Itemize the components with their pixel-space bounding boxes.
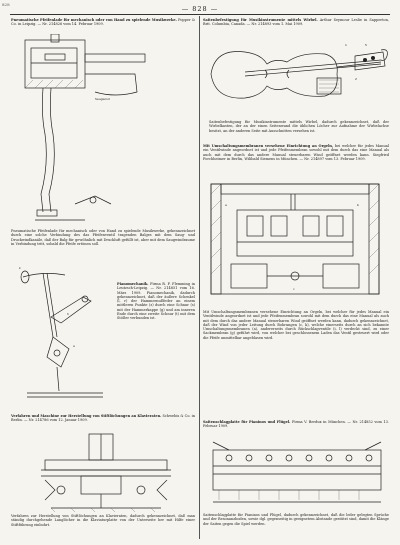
entry-text: bei welcher für jedes Manual ein Ventilwinde angeordnet ist und jede Pfeifenmembran sowohl mit dem durch das eine Manual als auch mit dem durch das andere Manual steuerbaren Wind geöffnet werden kann. Siegfried Forchheimer in Berlin, Wilibald Siemens in München. — Nr. 214897 vom 13. Februar 1909. (203, 144, 389, 161)
entry-text: Firma R. F. Flemming in Leutzsch-Leipzig. — Nr. 214851 vom 16. März 1909. Pianomechanik, dadurch gekennzeichnet, daß der äußere Schenkel (l, r) der Hammernußfeder an einem mittleren Punkte (z) durch eine Schnur (s) mit der Hammerkappe (g) und am inneren Ende durch eine zweite Schnur (t) mit dem Stößer verbunden ist. (117, 282, 195, 321)
patent-entry-saitenschlagplatte (203, 420, 389, 429)
patent-entry-saitenbefestigung (203, 18, 389, 27)
figure-violin (205, 34, 389, 118)
figure-pianomechanik (13, 257, 113, 399)
claim-text: Pneumatische Pfeifenlade für mechanisch oder von Hand zu spielende Musikwerke, gekennzeichnet durch eine solche Verbindung des das Pfeifenventil tragenden Balges mit dem Saug- und Druckwindkanäle, daß der Balg für gewöhnlich mit Druckluft gefüllt ist, aber mit dem Saugwindraume in Verbindung tritt, sobald die Pfeife ertönen soll. (11, 229, 195, 246)
corner-code: 828 (2, 2, 10, 7)
svg-text:a: a (73, 344, 75, 348)
claim-text: Mit Umschaltungsmembranen versehene Einrichtung an Orgeln, bei welcher für jedes Manual ein Ventilwinde angeordnet ist und jede Pfeifenmembran sowohl mit dem durch das eine Manual als auch mit dem durch das andere Manual steuerbaren Wind geöffnet werden kann, dadurch gekennzeichnet, daß der Wind von jeder Leitung durch Bohrungen (c, k), welche einerseits durch an sich bekannte Umschaltungsmembranen (a), andererseits durch Rückschlagventile (i, l) verdeckt sind, zu einer Sackmembran (g) geführt wird, von welcher bei geschlossenem Laden das Ventil gesteuert wird oder die Pfeife unmittelbar angeblasen wird. (203, 310, 389, 340)
page-number: — 828 — (181, 5, 219, 13)
patent-claim-orgel (203, 310, 389, 340)
svg-text:h: h (67, 312, 69, 316)
entry-heading: Pneumatische Pfeifenlade für mechanisch oder von Hand zu spielende Musikwerke. (11, 18, 177, 22)
patent-claim-saitenschlagplatte (203, 513, 389, 526)
svg-text:k: k (19, 266, 21, 270)
entry-heading: Saitenschlagplatte für Pianinos und Flügel. (203, 420, 291, 424)
patent-claim-saitenbefestigung (209, 120, 389, 133)
patent-entry-pianomechanik (117, 282, 195, 321)
entry-text: Schwebis & Co. in Berlin. — Nr. 214786 vom 12. Januar 1909. (11, 414, 195, 423)
claim-text: Saitenschlagplatte für Pianinos und Flügel, dadurch gekennzeichnet, daß die leder gelegten Sprüche und der Resonanzboden, sowie dgl. gegenseitig in geeignetem Abstande gestützt sind, damit die Klänge der Saiten gegen die Spiel werden. (203, 513, 389, 526)
svg-text:a: a (225, 203, 227, 207)
claim-text: Verfahren zur Herstellung von Stiftlöchungen an Klavieraten, dadurch gekennzeichnet, daß man ständig durchgehende Langlöcher in die Klaviaturplatte von der Unterseite her mit Hilfe einer Stiftführung einbohrt. (11, 514, 195, 527)
header-rule (10, 14, 390, 15)
claim-text: Saitenbefestigung für Musikinstrumente mittels Wirbel, dadurch gekennzeichnet, daß der Wirbelkasten, der an der einen Seitenwand die üblichen Löcher zur Aufnahme der Wirbelachse besitzt, an der anderen Seite mit Ausschnitten versehen ist. (209, 120, 389, 133)
patent-claim-stiftloechungen (11, 514, 195, 527)
figure-stiftloechungen (31, 430, 181, 512)
entry-heading: Verfahren und Maschine zur Herstellung von Stiftlöchungen an Klavieraten. (11, 414, 162, 418)
entry-heading: Mit Umschaltungsmembranen versehene Einrichtung an Orgeln, (203, 144, 334, 148)
svg-text:c: c (293, 287, 295, 291)
figure-pfeifenlade (15, 34, 185, 224)
entry-heading: Saitenbefestigung für Musikinstrumente mittels Wirbel. (203, 18, 318, 22)
svg-text:2: 2 (355, 77, 357, 81)
entry-text: Popper & Co. in Leipzig. — Nr. 214826 vom 14. Februar 1909. (11, 18, 195, 27)
entry-text: Firma V. Berdux in München. — Nr. 214852 vom 13. Februar 1909. (203, 420, 389, 429)
svg-text:5: 5 (365, 43, 367, 47)
patent-entry-stiftloechungen (11, 414, 195, 423)
patent-entry-pfeifenlade (11, 18, 195, 27)
figure-saitenschlagplatte (209, 436, 385, 510)
entry-text: Arthur Seymour Leslie in Sapperton, Brit. Columbia, Canada. — Nr. 214893 vom 1. Mai 1909. (203, 18, 389, 27)
column-divider (199, 16, 200, 539)
figure-label-saugwind: Saugwind (95, 97, 110, 101)
patent-claim-pfeifenlade (11, 229, 195, 246)
figure-orgel (207, 180, 383, 302)
svg-text:1: 1 (345, 43, 347, 47)
patent-entry-orgel (203, 144, 389, 161)
svg-text:b: b (357, 203, 359, 207)
entry-heading: Pianomechanik. (117, 282, 149, 286)
